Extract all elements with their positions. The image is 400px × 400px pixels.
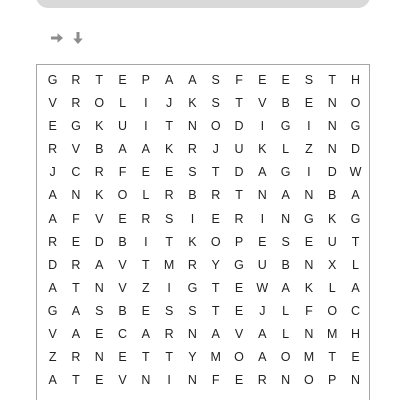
letter-cell[interactable]: Y [188, 350, 197, 365]
letter-cell[interactable]: G [350, 119, 361, 134]
letter-cell[interactable]: A [141, 327, 150, 342]
letter-cell[interactable]: T [211, 303, 220, 318]
letter-cell[interactable]: G [350, 211, 361, 226]
letter-cell[interactable]: E [234, 303, 244, 318]
letter-cell[interactable]: V [95, 211, 104, 226]
letter-cell[interactable]: A [258, 327, 267, 342]
letter-cell[interactable]: K [188, 234, 197, 249]
letter-cell[interactable]: Z [305, 142, 313, 157]
letter-cell[interactable]: G [304, 211, 314, 226]
letter-cell[interactable]: B [118, 234, 127, 249]
letter-cell[interactable]: E [118, 73, 127, 87]
letter-cell[interactable]: N [281, 211, 291, 226]
letter-cell[interactable]: G [187, 280, 198, 295]
letter-cell[interactable]: C [71, 165, 81, 180]
letter-cell[interactable]: N [304, 257, 314, 272]
letter-cell[interactable]: K [164, 142, 174, 157]
letter-cell[interactable]: F [118, 165, 127, 180]
letter-cell[interactable]: A [71, 303, 81, 318]
letter-cell[interactable]: S [211, 73, 220, 87]
letter-cell[interactable]: T [235, 96, 243, 111]
letter-cell[interactable]: H [350, 73, 361, 87]
letter-cell[interactable]: E [304, 234, 314, 249]
letter-cell[interactable]: A [71, 327, 81, 342]
letter-cell[interactable]: O [210, 234, 221, 249]
letter-cell[interactable]: N [71, 188, 81, 203]
letter-cell[interactable]: T [165, 234, 173, 249]
grid-row [41, 254, 367, 277]
letter-cell[interactable]: E [234, 280, 244, 295]
letter-cell[interactable]: I [167, 373, 171, 388]
letter-cell[interactable]: G [280, 119, 291, 134]
letter-cell[interactable]: S [304, 73, 314, 87]
letter-cell[interactable]: T [328, 73, 337, 87]
letter-cell[interactable]: K [258, 142, 267, 157]
letter-cell[interactable]: G [280, 165, 291, 180]
letter-cell[interactable]: N [304, 327, 314, 342]
letter-cell[interactable]: R [257, 373, 267, 388]
letter-cell[interactable]: E [351, 350, 360, 365]
letter-cell[interactable]: E [118, 211, 127, 226]
letter-cell[interactable]: E [95, 327, 104, 342]
letter-cell[interactable]: R [94, 165, 104, 180]
letter-cell[interactable]: W [349, 165, 362, 180]
letter-cell[interactable]: O [234, 350, 244, 365]
letter-cell[interactable]: B [95, 142, 104, 157]
letter-cell[interactable]: I [167, 280, 171, 295]
letter-cell[interactable]: G [234, 257, 244, 272]
letter-cell[interactable]: E [141, 303, 150, 318]
letter-cell[interactable]: N [141, 373, 151, 388]
letter-cell[interactable]: T [165, 350, 173, 365]
letter-cell[interactable]: K [188, 96, 197, 111]
letter-cell[interactable]: T [211, 165, 220, 180]
letter-cell[interactable]: P [141, 73, 150, 87]
letter-cell[interactable]: R [71, 73, 81, 87]
letter-cell[interactable]: F [72, 211, 80, 226]
letter-cell[interactable]: D [234, 119, 244, 134]
letter-cell[interactable]: N [327, 96, 337, 111]
letter-cell[interactable]: E [141, 165, 150, 180]
letter-cell[interactable]: K [95, 188, 104, 203]
letter-cell[interactable]: O [327, 303, 338, 318]
letter-cell[interactable]: L [282, 142, 290, 157]
letter-cell[interactable]: M [210, 350, 221, 365]
letter-cell[interactable]: N [257, 188, 267, 203]
grid-row [41, 300, 367, 323]
letter-cell[interactable]: N [350, 373, 361, 388]
letter-cell[interactable]: T [72, 280, 80, 295]
letter-cell[interactable]: L [282, 327, 290, 342]
letter-cell[interactable]: V [118, 280, 127, 295]
letter-cell[interactable]: Z [142, 280, 150, 295]
letter-cell[interactable]: L [119, 96, 127, 111]
letter-cell[interactable]: U [257, 257, 267, 272]
letter-cell[interactable]: O [350, 96, 361, 111]
letter-cell[interactable]: N [187, 119, 197, 134]
letter-cell[interactable]: Z [48, 350, 57, 365]
letter-cell[interactable]: O [117, 188, 128, 203]
direction-hints [50, 31, 84, 45]
letter-cell[interactable]: U [118, 119, 128, 134]
grid-row [41, 92, 367, 115]
letter-cell[interactable]: B [188, 188, 197, 203]
grid-row [41, 69, 367, 92]
letter-cell[interactable]: P [328, 373, 337, 388]
letter-cell[interactable]: K [304, 280, 314, 295]
letter-cell[interactable]: L [282, 303, 290, 318]
letter-cell[interactable]: R [71, 350, 81, 365]
letter-cell[interactable]: A [281, 188, 290, 203]
letter-cell[interactable]: S [164, 211, 174, 226]
letter-cell[interactable]: N [187, 327, 197, 342]
letter-cell[interactable]: A [211, 327, 220, 342]
letter-cell[interactable]: E [118, 350, 127, 365]
letter-cell[interactable]: A [351, 280, 360, 295]
letter-cell[interactable]: U [234, 142, 244, 157]
grid-row [41, 231, 367, 254]
letter-cell[interactable]: L [328, 280, 336, 295]
letter-cell[interactable]: R [211, 188, 221, 203]
letter-cell[interactable]: W [256, 280, 269, 295]
header-bar [36, 0, 370, 8]
grid-row [41, 184, 367, 207]
letter-cell[interactable]: V [258, 96, 267, 111]
letter-cell[interactable]: E [211, 211, 220, 226]
letter-cell[interactable]: E [258, 73, 267, 87]
letter-cell[interactable]: D [94, 234, 104, 249]
letter-cell[interactable]: J [259, 303, 266, 318]
letter-cell[interactable]: B [328, 188, 337, 203]
letter-cell[interactable]: E [48, 119, 57, 134]
letter-cell[interactable]: A [258, 350, 267, 365]
letter-cell[interactable]: A [141, 142, 150, 157]
letter-cell[interactable]: M [303, 350, 315, 365]
letter-cell[interactable]: R [164, 188, 174, 203]
letter-cell[interactable]: R [234, 211, 244, 226]
letter-cell[interactable]: O [304, 373, 314, 388]
letter-cell[interactable]: D [234, 165, 244, 180]
grid-row [41, 115, 367, 138]
letter-cell[interactable]: T [165, 119, 173, 134]
letter-cell[interactable]: F [211, 373, 220, 388]
letter-cell[interactable]: L [352, 257, 359, 272]
word-search-grid [36, 64, 370, 400]
letter-cell[interactable]: T [142, 257, 150, 272]
grid-rows [41, 69, 367, 392]
grid-row [41, 208, 367, 231]
letter-cell[interactable]: T [72, 373, 80, 388]
letter-cell[interactable]: T [235, 188, 243, 203]
letter-cell[interactable]: G [71, 119, 81, 134]
letter-cell[interactable]: V [48, 327, 57, 342]
letter-cell[interactable]: G [47, 303, 58, 318]
letter-cell[interactable]: R [48, 142, 58, 157]
letter-cell[interactable]: F [305, 303, 313, 318]
letter-cell[interactable]: G [47, 73, 58, 87]
letter-cell[interactable]: N [281, 373, 291, 388]
letter-cell[interactable]: R [48, 234, 58, 249]
letter-cell[interactable]: R [164, 327, 174, 342]
letter-cell[interactable]: R [71, 257, 81, 272]
letter-cell[interactable]: S [211, 96, 220, 111]
letter-cell[interactable]: S [95, 303, 104, 318]
arrow-right-icon [50, 32, 64, 44]
letter-cell[interactable]: A [281, 280, 290, 295]
letter-cell[interactable]: J [166, 96, 173, 111]
letter-cell[interactable]: A [118, 142, 127, 157]
letter-cell[interactable]: A [48, 188, 57, 203]
letter-cell[interactable]: A [188, 73, 197, 87]
letter-cell[interactable]: I [144, 234, 148, 249]
letter-cell[interactable]: C [118, 327, 128, 342]
letter-cell[interactable]: B [281, 96, 290, 111]
letter-cell[interactable]: A [258, 165, 267, 180]
letter-cell[interactable]: O [280, 350, 291, 365]
letter-cell[interactable]: C [350, 303, 361, 318]
letter-cell[interactable]: N [187, 373, 197, 388]
letter-cell[interactable]: M [327, 327, 338, 342]
letter-cell[interactable]: D [327, 165, 337, 180]
letter-cell[interactable]: J [49, 165, 56, 180]
letter-cell[interactable]: R [187, 142, 197, 157]
letter-cell[interactable]: E [281, 73, 290, 87]
letter-cell[interactable]: T [142, 350, 150, 365]
letter-cell[interactable]: K [328, 211, 337, 226]
letter-cell[interactable]: T [328, 350, 337, 365]
letter-cell[interactable]: T [351, 234, 360, 249]
letter-cell[interactable]: R [71, 96, 81, 111]
letter-cell[interactable]: A [95, 257, 104, 272]
letter-cell[interactable]: F [235, 73, 243, 87]
letter-cell[interactable]: Y [211, 257, 220, 272]
letter-cell[interactable]: E [95, 373, 104, 388]
letter-cell[interactable]: I [307, 119, 311, 134]
letter-cell[interactable]: M [163, 257, 175, 272]
letter-cell[interactable]: E [304, 96, 314, 111]
letter-cell[interactable]: R [187, 257, 197, 272]
letter-cell[interactable]: N [94, 280, 104, 295]
letter-cell[interactable]: S [188, 165, 197, 180]
letter-cell[interactable]: I [260, 211, 265, 226]
letter-cell[interactable]: O [94, 96, 105, 111]
letter-cell[interactable]: E [71, 234, 81, 249]
letter-cell[interactable]: I [144, 96, 148, 111]
letter-cell[interactable]: S [164, 303, 174, 318]
letter-cell[interactable]: K [95, 119, 104, 134]
letter-cell[interactable]: T [211, 280, 220, 295]
letter-cell[interactable]: S [281, 234, 290, 249]
letter-cell[interactable]: T [95, 73, 104, 87]
letter-cell[interactable]: R [141, 211, 151, 226]
letter-cell[interactable]: B [281, 257, 290, 272]
letter-cell[interactable]: I [307, 165, 311, 180]
grid-row [41, 161, 367, 184]
letter-cell[interactable]: N [327, 119, 337, 134]
letter-cell[interactable]: D [350, 142, 361, 157]
letter-cell[interactable]: A [351, 188, 360, 203]
letter-cell[interactable]: I [260, 119, 265, 134]
letter-cell[interactable]: N [304, 188, 314, 203]
letter-cell[interactable]: A [164, 73, 174, 87]
grid-row [41, 346, 367, 369]
letter-cell[interactable]: U [327, 234, 337, 249]
letter-cell[interactable]: V [118, 373, 127, 388]
letter-cell[interactable]: E [234, 373, 244, 388]
letter-cell[interactable]: V [234, 327, 244, 342]
letter-cell[interactable]: S [188, 303, 197, 318]
letter-cell[interactable]: I [190, 211, 195, 226]
letter-cell[interactable]: X [328, 257, 337, 272]
letter-cell[interactable]: V [118, 257, 127, 272]
letter-cell[interactable]: V [71, 142, 81, 157]
letter-cell[interactable]: A [48, 280, 57, 295]
letter-cell[interactable]: N [327, 142, 337, 157]
letter-cell[interactable]: E [258, 234, 267, 249]
letter-cell[interactable]: D [48, 257, 58, 272]
arrow-down-icon [72, 31, 84, 45]
grid-row [41, 323, 367, 346]
letter-cell[interactable]: A [48, 211, 57, 226]
letter-cell[interactable]: I [144, 119, 148, 134]
grid-row [41, 138, 367, 161]
letter-cell[interactable]: H [350, 327, 361, 342]
grid-row [41, 277, 367, 300]
letter-cell[interactable]: L [142, 188, 150, 203]
letter-cell[interactable]: A [48, 373, 57, 388]
letter-cell[interactable]: J [212, 142, 219, 157]
letter-cell[interactable]: E [164, 165, 174, 180]
letter-cell[interactable]: V [48, 96, 57, 111]
letter-cell[interactable]: O [210, 119, 221, 134]
letter-cell[interactable]: N [94, 350, 104, 365]
letter-cell[interactable]: P [234, 234, 244, 249]
grid-row [41, 369, 367, 392]
letter-cell[interactable]: B [118, 303, 127, 318]
